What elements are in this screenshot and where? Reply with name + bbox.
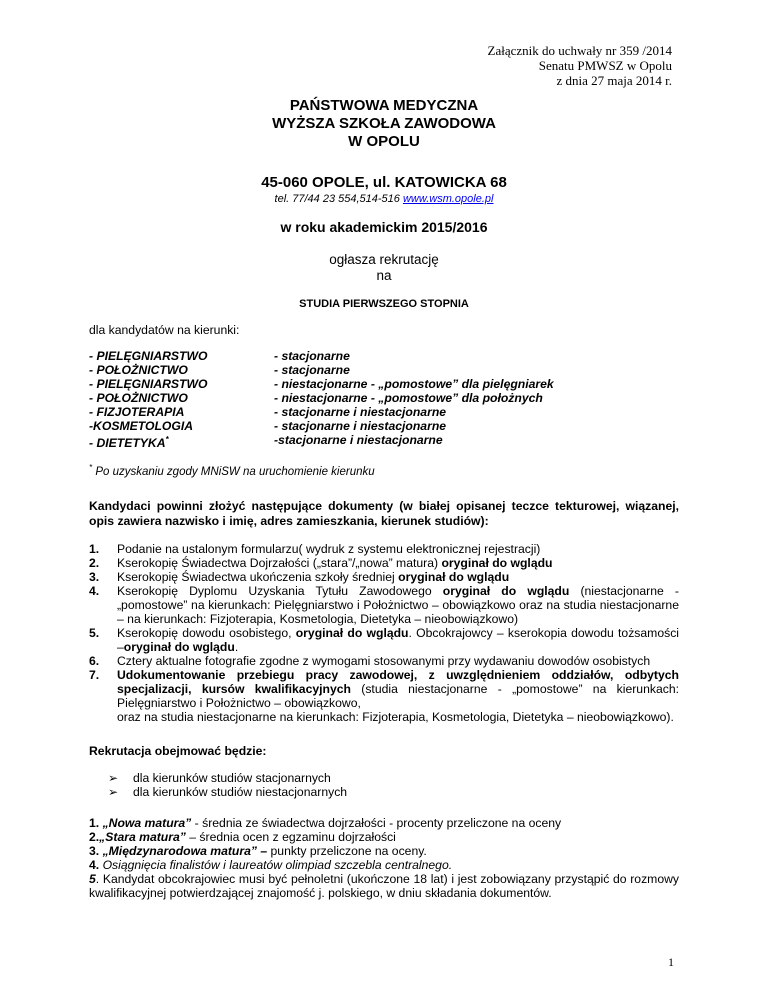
website-link[interactable]: www.wsm.opole.pl [402,193,494,205]
documents-intro: Kandydaci powinni złożyć następujące dokumenty (w białej opisanej teczce tekturowej, wiązanej, opis zawiera nazwisko i imię, adres zamieszkania, kierunek studiów): [89,499,679,528]
announcement: ogłasza rekrutację na [329,252,439,283]
recruitment-bullets [108,771,347,799]
criterion: 3. „Międzynarodowa matura” – punkty przeliczone na oceny. [89,844,427,858]
program-mode: - stacjonarne [274,349,350,363]
recruitment-heading: Rekrutacja obejmować będzie: [89,744,267,758]
header-line-2: Senatu PMWSZ w Opolu [538,58,672,73]
program-mode: - stacjonarne i niestacjonarne [274,419,447,433]
program-name: - POŁOŻNICTWO [89,391,188,405]
arrow-bullet-icon: ➢ [108,771,119,785]
document-item: 7. Udokumentowanie przebiegu pracy zawodowej, z uwzględnieniem oddziałów, odbytych specjalizacji, kursów kwalifikacyjnych (studia niestacjonarne - „pomostowe” na kierunkach: Pielęgniarstwo i Położnictwo – obowiązkowo, oraz na studia niestacjonarne na kierunkach: Fizjoterapia, Kosmetologia, Dietetyka – nieobowiązkowo). [89,668,679,724]
program-mode: - niestacjonarne - „pomostowe” dla pielęgniarek [274,377,554,391]
bullet-item: ➢ dla kierunków studiów niestacjonarnych [108,785,348,799]
document-item: 5. Kserokopię dowodu osobistego, oryginał do wglądu. Obcokrajowcy – kserokopia dowodu tożsamości –oryginał do wglądu. [89,626,679,654]
academic-year: w roku akademickim 2015/2016 [280,219,488,235]
programs-intro: dla kandydatów na kierunki: [89,323,240,337]
document-item: 2. Kserokopię Świadectwa Dojrzałości („stara”/„nowa” matura) oryginał do wglądu [89,556,553,570]
criterion: 2.„Stara matura” – średnia ocen z egzaminu dojrzałości [89,830,396,844]
institution-name: PAŃSTWOWA MEDYCZNA WYŻSZA SZKOŁA ZAWODOWA W OPOLU [272,97,496,150]
criterion: 1. „Nowa matura” - średnia ze świadectwa dojrzałości - procenty przeliczone na oceny [89,816,562,830]
criteria-list [89,816,679,900]
contact-line: tel. 77/44 23 554,514-516 www.wsm.opole.pl [274,193,494,205]
footnote-marker: * [165,435,169,444]
criterion: 5. Kandydat obcokrajowiec musi być pełnoletni (ukończone 18 lat) i jest zobowiązany przystąpić do rozmowy kwalifikacyjnej potwierdzającej znajomość j. polskiego, w dniu składania dokumentów. [89,872,679,900]
program-name: -KOSMETOLOGIA [89,419,194,433]
header-line-1: Załącznik do uchwały nr 359 /2014 [487,43,672,58]
page-number: 1 [668,955,674,969]
documents-list [89,542,679,724]
program-name: - PIELĘGNIARSTWO [89,377,208,391]
header-line-3: z dnia 27 maja 2014 r. [556,73,672,88]
institution-address: 45-060 OPOLE, ul. KATOWICKA 68 [261,174,507,191]
program-mode: -stacjonarne i niestacjonarne [274,433,443,447]
program-mode: - stacjonarne i niestacjonarne [274,405,447,419]
program-modes [274,349,554,447]
footnote: * Po uzyskaniu zgody MNiSW na uruchomienie kierunku [89,463,375,478]
program-name: - PIELĘGNIARSTWO [89,349,208,363]
study-level: STUDIA PIERWSZEGO STOPNIA [299,298,469,310]
document-item: 1. Podanie na ustalonym formularzu( wydruk z systemu elektronicznej rejestracji) [89,542,541,556]
document-item: 3. Kserokopię Świadectwa ukończenia szkoły średniej oryginał do wglądu [89,570,510,584]
program-name: - FIZJOTERAPIA [89,405,185,419]
program-names [89,349,208,450]
criterion: 4. Osiągnięcia finalistów i laureatów olimpiad szczebla centralnego. [89,858,453,872]
document-item: 6. Cztery aktualne fotografie zgodne z wymogami stosowanymi przy wydawaniu dowodów osobistych [89,654,651,668]
arrow-bullet-icon: ➢ [108,785,119,799]
program-mode: - niestacjonarne - „pomostowe” dla położnych [274,391,543,405]
program-name-dietetyka: - DIETETYKA* [89,435,169,451]
program-name: - POŁOŻNICTWO [89,363,188,377]
program-mode: - stacjonarne [274,363,350,377]
bullet-item: ➢ dla kierunków studiów stacjonarnych [108,771,331,785]
resolution-header [488,43,672,88]
document-item: 4. Kserokopię Dyplomu Uzyskania Tytułu Zawodowego oryginał do wglądu (niestacjonarne - „pomostowe” na kierunkach: Pielęgniarstwo i Położnictwo – obowiązkowo oraz na studia niestacjonarne – na kierunkach: Fizjoterapia, Kosmetologia, Dietetyka – nieobowiązkowo) [89,584,679,626]
